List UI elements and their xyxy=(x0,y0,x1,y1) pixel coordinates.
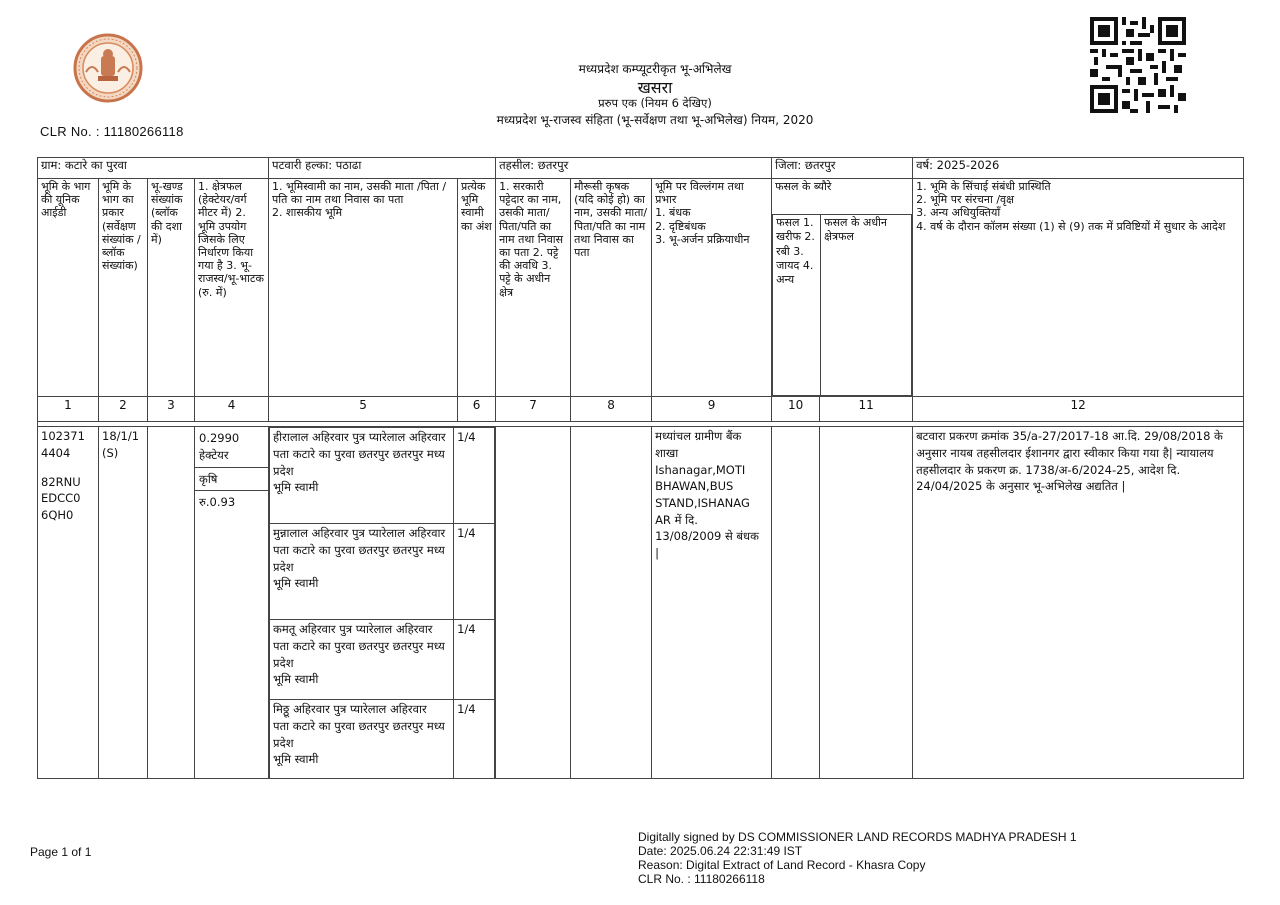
col-number: 3 xyxy=(148,397,195,422)
owner-details xyxy=(270,700,454,778)
khasra-table xyxy=(37,157,1244,779)
col-9-line-c: 2. दृष्टिबंधक xyxy=(655,219,706,233)
crop-area-cell xyxy=(820,427,913,779)
owner-address: पता कटारे का पुरवा छतरपुर छतरपुर मध्य प्रदेश xyxy=(273,446,445,478)
encumbrance-cell: मध्यांचल ग्रामीण बैंक शाखा Ishanagar,MOTI BHAWAN,BUS STAND,ISHANAG AR में दि. 13/08/2009 से बंधक | xyxy=(652,427,772,779)
header-line-4: मध्यप्रदेश भू-राजस्व संहिता (भू-सर्वेक्षण तथा भू-अभिलेख) नियम, 2020 xyxy=(496,113,814,127)
owner-name: मिठ्ठू अहिरवार पुत्र प्यारेलाल अहिरवार xyxy=(273,702,427,717)
owner-details xyxy=(270,524,454,620)
col-number: 8 xyxy=(571,397,652,422)
col-5-line-a: 1. भूमिस्वामी का नाम, उसकी माता /पिता / पति का नाम तथा निवास का पता xyxy=(272,180,447,207)
owner-row xyxy=(270,700,495,778)
owner-name: हीरालाल अहिरवार पुत्र प्यारेलाल अहिरवार xyxy=(273,430,446,445)
mp-emblem-icon xyxy=(72,32,144,104)
signature-line-1: Digitally signed by DS COMMISSIONER LAND RECORDS MADHYA PRADESH 1 xyxy=(638,830,1077,844)
col-2-header: भूमि के भाग का प्रकार (सर्वेक्षण संख्यांक /ब्लॉक संख्यांक) xyxy=(99,179,148,397)
header-line-1: मध्यप्रदेश कम्प्यूटरीकृत भू-अभिलेख xyxy=(578,62,732,76)
owner-details xyxy=(270,428,454,524)
header-line-3: प्ररुप एक (नियम 6 देखिए) xyxy=(598,96,712,110)
owner-address: पता कटारे का पुरवा छतरपुर छतरपुर मध्य प्रदेश xyxy=(273,542,445,574)
column-header-row xyxy=(38,179,1244,397)
col-9-line-a: भूमि पर विल्लंगम तथा प्रभार xyxy=(655,180,744,207)
area-value: 0.2990 हेक्टेयर xyxy=(195,427,268,467)
col-number: 6 xyxy=(458,397,496,422)
owner-address: पता कटारे का पुरवा छतरपुर छतरपुर मध्य प्रदेश xyxy=(273,638,445,670)
col-number: 9 xyxy=(652,397,772,422)
page-indicator: Page 1 of 1 xyxy=(30,845,92,859)
owner-share: 1/4 xyxy=(454,620,495,700)
owner-row xyxy=(270,620,495,700)
col-10-header: फसल 1. खरीफ 2. रबी 3. जायद 4. अन्य xyxy=(773,215,821,396)
owner-row xyxy=(270,524,495,620)
owner-details xyxy=(270,620,454,700)
owners-cell xyxy=(269,427,496,779)
tenant-cell xyxy=(571,427,652,779)
halka-cell: पटवारी हल्का: पठाढा xyxy=(269,158,496,179)
owner-share: 1/4 xyxy=(454,700,495,778)
signature-reason: Reason: Digital Extract of Land Record - Khasra Copy xyxy=(638,858,926,872)
crop-details-label: फसल के ब्यौरे xyxy=(775,180,832,193)
col-12-line-a: 1. भूमि के सिंचाई संबंधी प्रास्थिति xyxy=(916,180,1051,193)
col-6-header: प्रत्येक भूमि स्वामी का अंश xyxy=(458,179,496,397)
col-9-header xyxy=(652,179,772,397)
col-number: 4 xyxy=(195,397,269,422)
col-number: 11 xyxy=(820,397,913,422)
col-10-11-header xyxy=(772,179,913,397)
crop-subtable xyxy=(772,214,912,396)
table-row xyxy=(38,427,1244,779)
col-number: 1 xyxy=(38,397,99,422)
col-number: 5 xyxy=(269,397,458,422)
col-1-header: भूमि के भाग की यूनिक आईडी xyxy=(38,179,99,397)
col-number: 10 xyxy=(772,397,820,422)
owner-name: मुन्नालाल अहिरवार पुत्र प्यारेलाल अहिरवार xyxy=(273,526,446,541)
owner-type: भूमि स्वामी xyxy=(273,752,319,767)
col-12-line-d: 4. वर्ष के दौरान कॉलम संख्या (1) से (9) तक में प्रविष्टियों में सुधार के आदेश xyxy=(916,219,1226,233)
owner-type: भूमि स्वामी xyxy=(273,576,319,591)
column-number-row xyxy=(38,397,1244,422)
owner-share: 1/4 xyxy=(454,428,495,524)
col-12-line-c: 3. अन्य अधियुक्तियाँ xyxy=(916,206,1001,220)
col-number: 12 xyxy=(913,397,1244,422)
col-3-header: भू-खण्ड संख्यांक (ब्लॉक की दशा में) xyxy=(148,179,195,397)
signature-date: Date: 2025.06.24 22:31:49 IST xyxy=(638,844,803,858)
owner-type: भूमि स्वामी xyxy=(273,672,319,687)
col-8-header: मौरूसी कृषक (यदि कोई हो) का नाम, उसकी माता/पिता/पति का नाम तथा निवास का पता xyxy=(571,179,652,397)
col-11-header: फसल के अधीन क्षेत्रफल xyxy=(821,215,912,396)
lessee-cell xyxy=(496,427,571,779)
owner-name: कमतू अहिरवार पुत्र प्यारेलाल अहिरवार xyxy=(273,622,433,637)
area-cell xyxy=(195,427,269,779)
digital-signature xyxy=(638,830,1077,886)
owners-table xyxy=(269,427,495,778)
clr-number-top: CLR No. : 11180266118 xyxy=(40,124,184,139)
revenue-value: रु.0.93 xyxy=(199,495,236,510)
tehsil-cell: तहसील: छतरपुर xyxy=(496,158,772,179)
col-12-header xyxy=(913,179,1244,397)
land-use-value: कृषि xyxy=(195,468,268,492)
col-7-header: 1. सरकारी पट्टेदार का नाम, उसकी माता/पिता/पति का नाम तथा निवास का पता 2. पट्टे की अवधि 3. पट्टे के अधीन क्षेत्र xyxy=(496,179,571,397)
remarks-cell: बटवारा प्रकरण क्रमांक 35/a-27/2017-18 आ.दि. 29/08/2018 के अनुसार नायब तहसीलदार ईशानगर द्वारा स्वीकार किया गया है| न्यायालय तहसीलदार के प्रकरण क्र. 1738/अ-6/2024-25, आदेश दि. 24/04/2025 के अनुसार भू-अभिलेख अद्यतित | xyxy=(913,427,1244,779)
col-9-line-d: 3. भू-अर्जन प्रक्रियाधीन xyxy=(655,232,750,246)
header-title: खसरा xyxy=(637,78,673,97)
col-5-line-b: 2. शासकीय भूमि xyxy=(272,206,343,220)
crop-cell xyxy=(772,427,820,779)
col-9-line-b: 1. बंधक xyxy=(655,206,691,220)
col-number: 2 xyxy=(99,397,148,422)
zila-cell: जिला: छतरपुर xyxy=(772,158,913,179)
col-4-header: 1. क्षेत्रफल (हेक्टेयर/वर्ग मीटर में) 2. भूमि उपयोग जिसके लिए निर्धारण किया गया है 3. भू-राजस्व/भू-भाटक (रु. में) xyxy=(195,179,269,397)
qr-code-icon xyxy=(1090,17,1186,113)
col-12-line-b: 2. भूमि पर संरचना /वृक्ष xyxy=(916,193,1015,207)
col-number: 7 xyxy=(496,397,571,422)
signature-clr: CLR No. : 11180266118 xyxy=(638,872,765,886)
unique-id-cell: 102371 4404 82RNU EDCC0 6QH0 xyxy=(38,427,99,779)
survey-number-cell: 18/1/1 (S) xyxy=(99,427,148,779)
owner-type: भूमि स्वामी xyxy=(273,480,319,495)
owner-share: 1/4 xyxy=(454,524,495,620)
location-row xyxy=(38,158,1244,179)
owner-address: पता कटारे का पुरवा छतरपुर छतरपुर मध्य प्रदेश xyxy=(273,718,445,750)
owner-row xyxy=(270,428,495,524)
plot-number-cell xyxy=(148,427,195,779)
gram-cell: ग्राम: कटारे का पुरवा xyxy=(38,158,269,179)
col-5-header xyxy=(269,179,458,397)
varsh-cell: वर्ष: 2025-2026 xyxy=(913,158,1244,179)
